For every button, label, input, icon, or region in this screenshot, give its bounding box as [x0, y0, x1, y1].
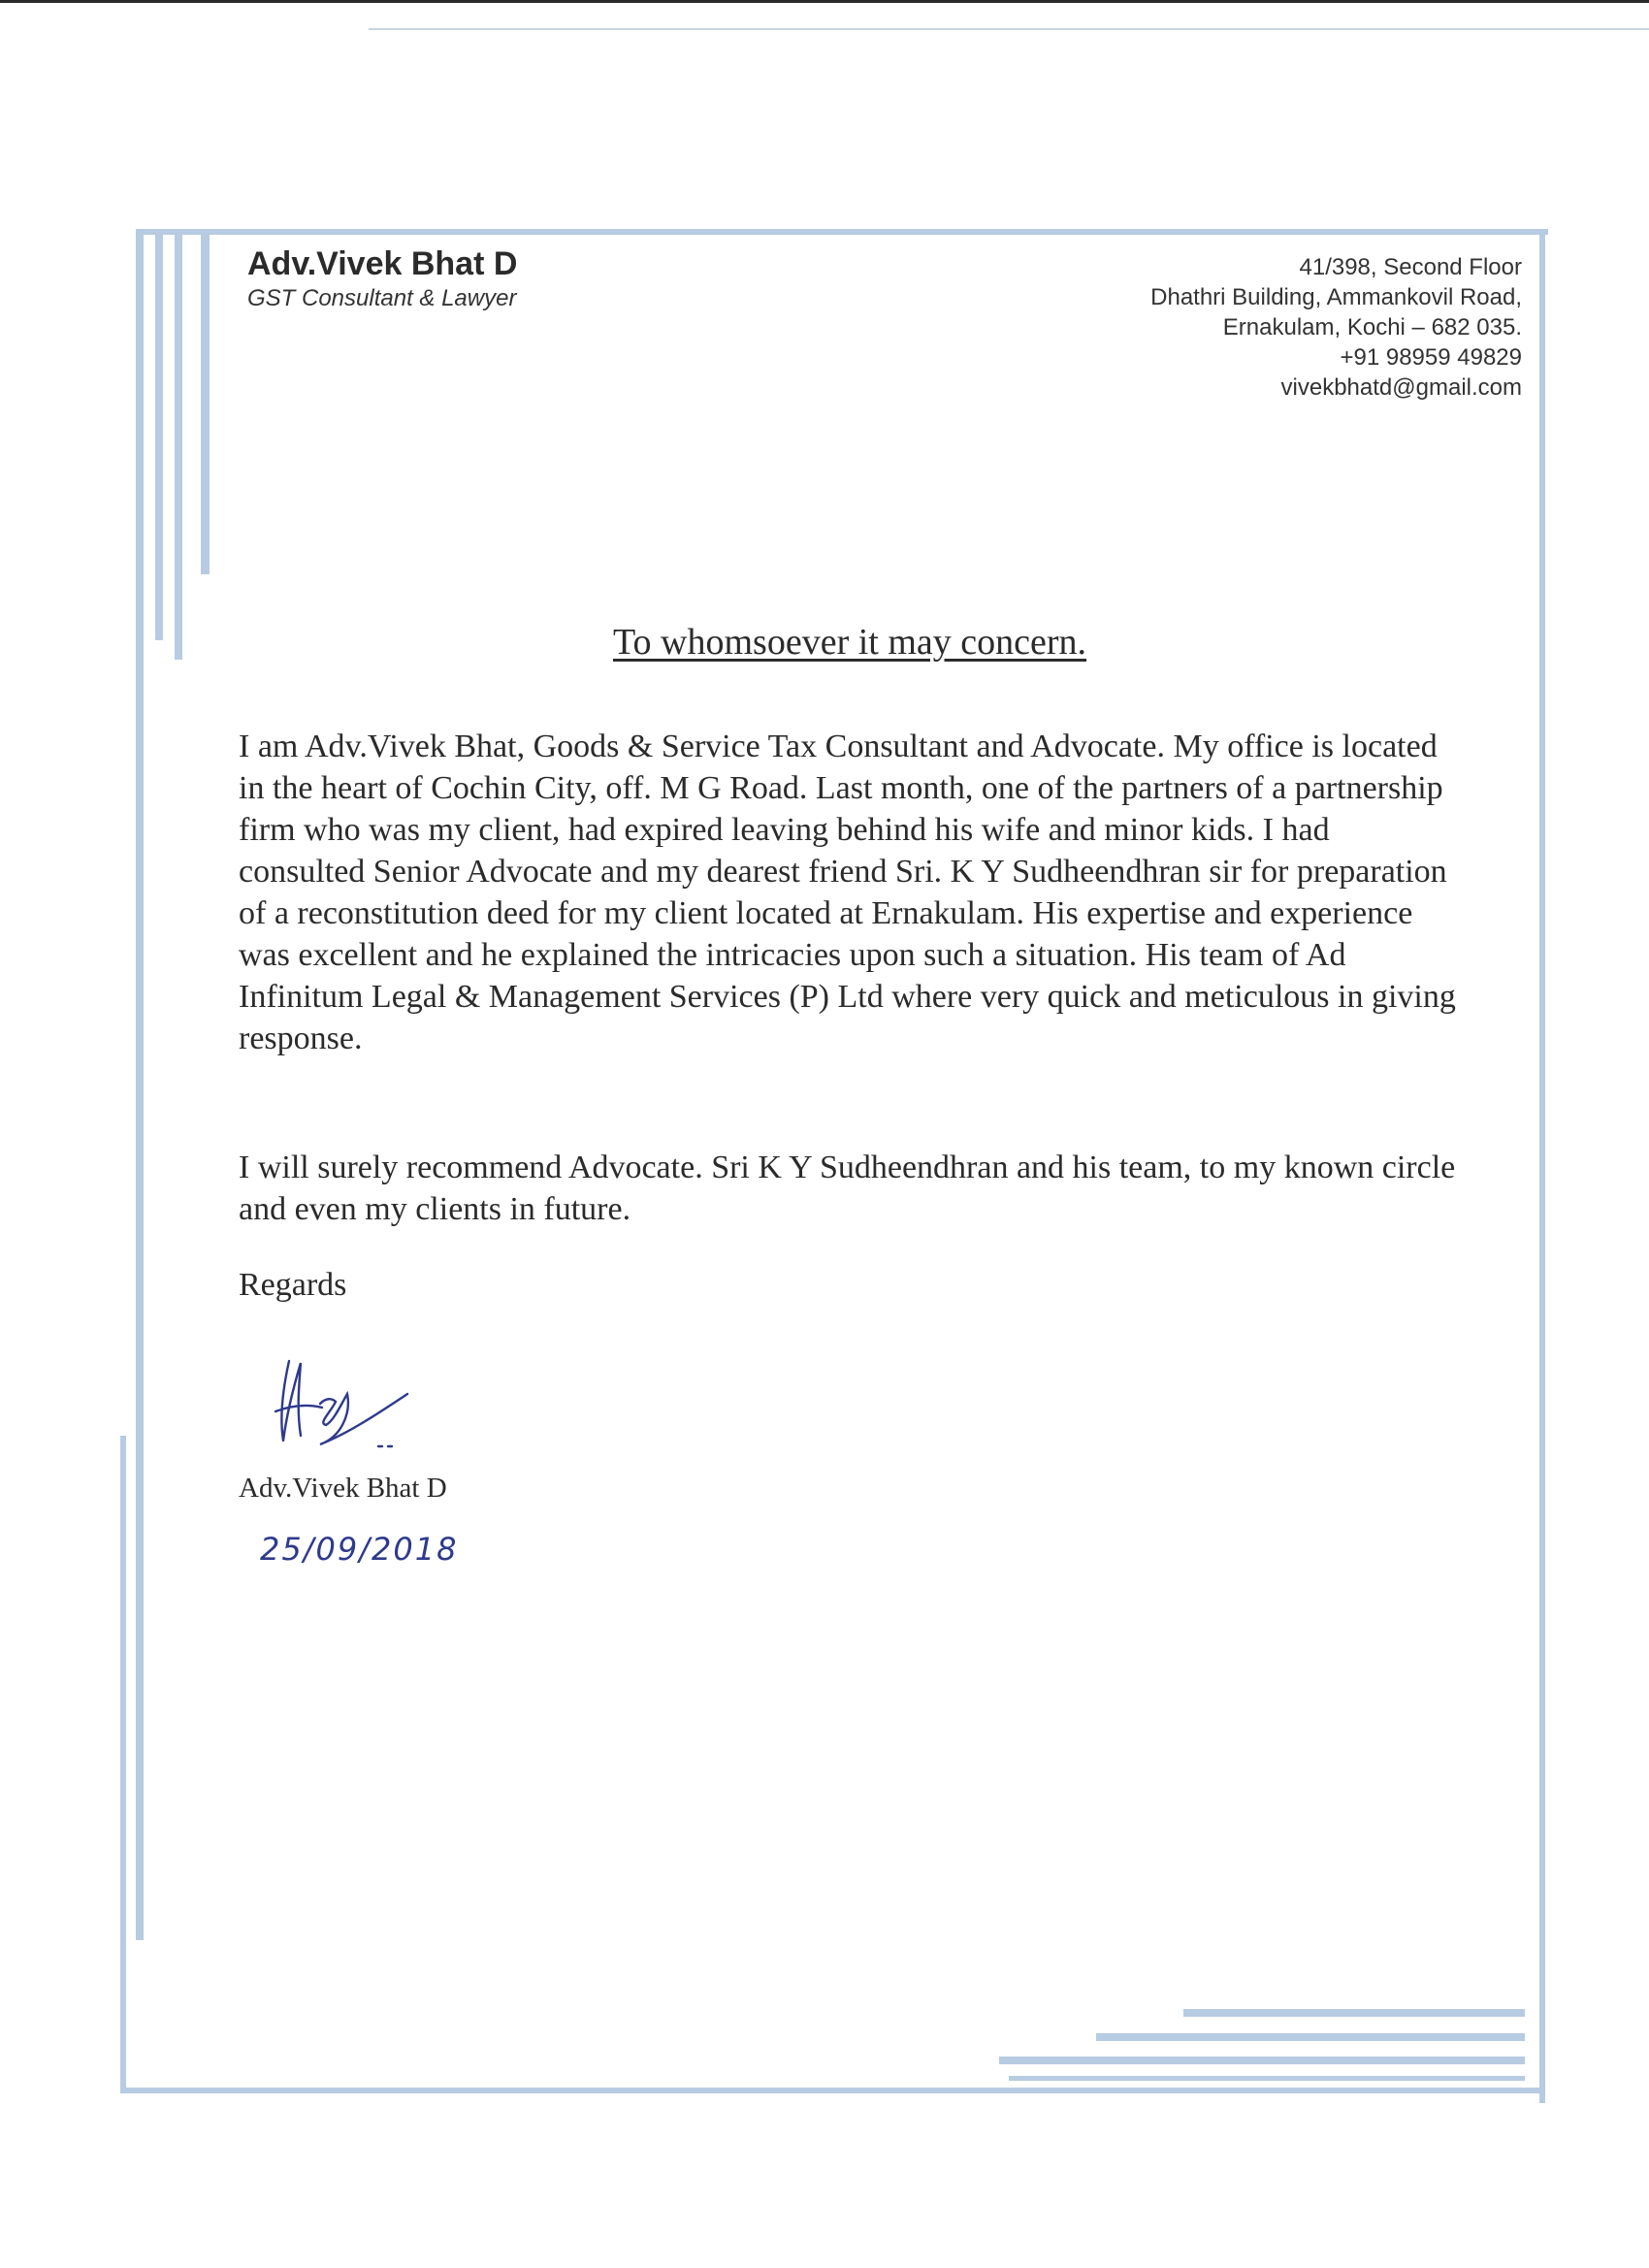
scan-edge-top — [0, 0, 1649, 3]
letterhead-name: Adv.Vivek Bhat D — [247, 245, 518, 282]
scan-edge-faint — [369, 28, 1649, 30]
letter-closing: Regards — [239, 1267, 347, 1303]
letter-paragraph-1: I am Adv.Vivek Bhat, Goods & Service Tax Consultant and Advocate. My office is located in the heart of Cochin City, off. M G Road. Last month, one of the partners of a partnership firm who was my client, had expired leaving behind his wife and minor kids. I had consulted Senior Advocate and my dearest friend Sri. K Y Sudheendhran sir for preparation of a reconstitution deed for my client located at Ernakulam. His expertise and experience was excellent and he explained the intricacies upon such a situation. His team of Ad Infinitum Legal & Management Services (P) Ltd where very quick and meticulous in giving response. — [239, 729, 1456, 1056]
handwritten-date: 25/09/2018 — [260, 1531, 459, 1568]
phone-number: +91 98959 49829 — [1340, 344, 1522, 371]
email-address: vivekbhatd@gmail.com — [1280, 374, 1522, 401]
signature-image — [262, 1344, 417, 1460]
address-line: Dhathri Building, Ammankovil Road, — [1150, 284, 1522, 310]
letterhead-identity — [247, 244, 517, 314]
letter-paragraph-2: I will surely recommend Advocate. Sri K Y Sudheendhran and his team, to my known circle and even my clients in future. — [239, 1150, 1456, 1227]
address-line: Ernakulam, Kochi – 682 035. — [1222, 314, 1522, 340]
letterhead-address — [1150, 252, 1522, 403]
letterhead-title: GST Consultant & Lawyer — [247, 285, 517, 311]
signer-name: Adv.Vivek Bhat D — [239, 1473, 447, 1504]
letter-subject: To whomsoever it may concern. — [612, 622, 1087, 663]
address-line: 41/398, Second Floor — [1299, 254, 1522, 280]
